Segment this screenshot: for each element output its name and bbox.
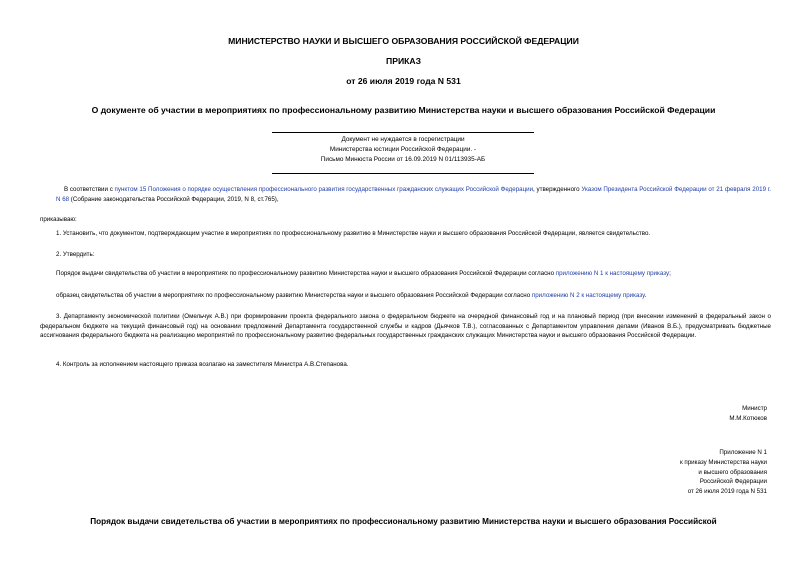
item-2: 2. Утвердить: bbox=[56, 251, 95, 258]
note-top-rule bbox=[272, 132, 534, 133]
item-2b-text: образец свидетельства об участии в мероприятиях по профессиональному развитию Министерства науки и высшего образования Российской Федерации согласно bbox=[56, 292, 532, 299]
link-appendix-1[interactable]: приложению N 1 к настоящему приказу bbox=[555, 270, 670, 277]
order-word: приказываю: bbox=[40, 216, 77, 223]
appendix-line5: от 26 июля 2019 года N 531 bbox=[687, 488, 767, 496]
signature-name: М.М.Котюков bbox=[729, 415, 767, 422]
doc-type-heading: ПРИКАЗ bbox=[386, 56, 421, 66]
item-2b-end: . bbox=[644, 292, 647, 299]
item-2a-text: Порядок выдачи свидетельства об участии в мероприятиях по профессиональному развитию Министерства науки и высшего образования Российской Федерации согласно bbox=[56, 270, 556, 277]
appendix-line2: к приказу Министерства науки bbox=[679, 458, 767, 466]
registration-note bbox=[272, 135, 534, 165]
preamble-text-2: , утвержденного bbox=[533, 186, 582, 193]
registration-note-line1: Документ не нуждается в госрегистрации bbox=[341, 136, 465, 143]
item-2a-end: ; bbox=[669, 270, 671, 277]
signature-block bbox=[567, 404, 767, 424]
preamble-text-3: (Собрание законодательства Российской Федерации, 2019, N 8, ст.765), bbox=[69, 195, 279, 203]
link-appendix-2[interactable]: приложению N 2 к настоящему приказу bbox=[531, 292, 645, 299]
item-4: 4. Контроль за исполнением настоящего приказа возлагаю на заместителя Министра А.В.Степанова. bbox=[56, 361, 349, 368]
preamble-text-1: В соответствии с bbox=[64, 186, 115, 193]
appendix-line1: Приложение N 1 bbox=[719, 449, 767, 456]
link-regulation-point-15[interactable]: пунктом 15 Положения о порядке осуществления профессионального развития государственных гражданских служащих Российской Федерации bbox=[114, 186, 534, 193]
preamble-paragraph bbox=[56, 185, 771, 204]
appendix-title: Порядок выдачи свидетельства об участии в мероприятиях по профессиональному развитию Министерства науки и высшего образования Российской bbox=[90, 517, 717, 526]
link-presidential-decree[interactable]: Указом Президента Российской Федерации от 21 февраля 2019 г. N 68 bbox=[56, 186, 771, 203]
signature-position: Министр bbox=[742, 405, 767, 412]
item-2a bbox=[56, 269, 771, 279]
item-3: 3. Департаменту экономической политики (Омельчук А.В.) при формировании проекта федерального закона о федеральном бюджете на очередной финансовый год и на плановый период (при внесении изменений в федеральный закон о федеральном бюджете на текущий финансовый год) на основании предложений Департамента государственной службы и кадров (Дьячков Т.В.), согласованных с Департаментом управления делами (Иванов В.Б.), предусматривать бюджетные ассигнования федерального бюджета на реализацию мероприятий по профессиональному развитию федеральных государственных гражданских служащих Министерства науки и высшего образования Российской Федерации. bbox=[40, 313, 771, 340]
date-number-heading: от 26 июля 2019 года N 531 bbox=[346, 76, 461, 86]
ministry-heading: МИНИСТЕРСТВО НАУКИ И ВЫСШЕГО ОБРАЗОВАНИЯ РОССИЙСКОЙ ФЕДЕРАЦИИ bbox=[228, 36, 579, 46]
note-bottom-rule bbox=[272, 173, 534, 174]
document-title: О документе об участии в мероприятиях по профессиональному развитию Министерства науки и высшего образования Российской Федерации bbox=[91, 105, 716, 115]
appendix-header bbox=[567, 448, 767, 497]
item-2b bbox=[56, 291, 771, 301]
item-1: 1. Установить, что документом, подтверждающим участие в мероприятиях по профессиональному развитию в Министерстве науки и высшего образования Российской Федерации, является свидетельство. bbox=[56, 230, 651, 237]
registration-note-line3: Письмо Минюста России от 16.09.2019 N 01/113935-АБ bbox=[320, 156, 486, 163]
appendix-line3: и высшего образования bbox=[698, 468, 767, 476]
appendix-line4: Российской Федерации bbox=[699, 478, 767, 486]
registration-note-line2: Министерства юстиции Российской Федерации. - bbox=[329, 146, 477, 153]
